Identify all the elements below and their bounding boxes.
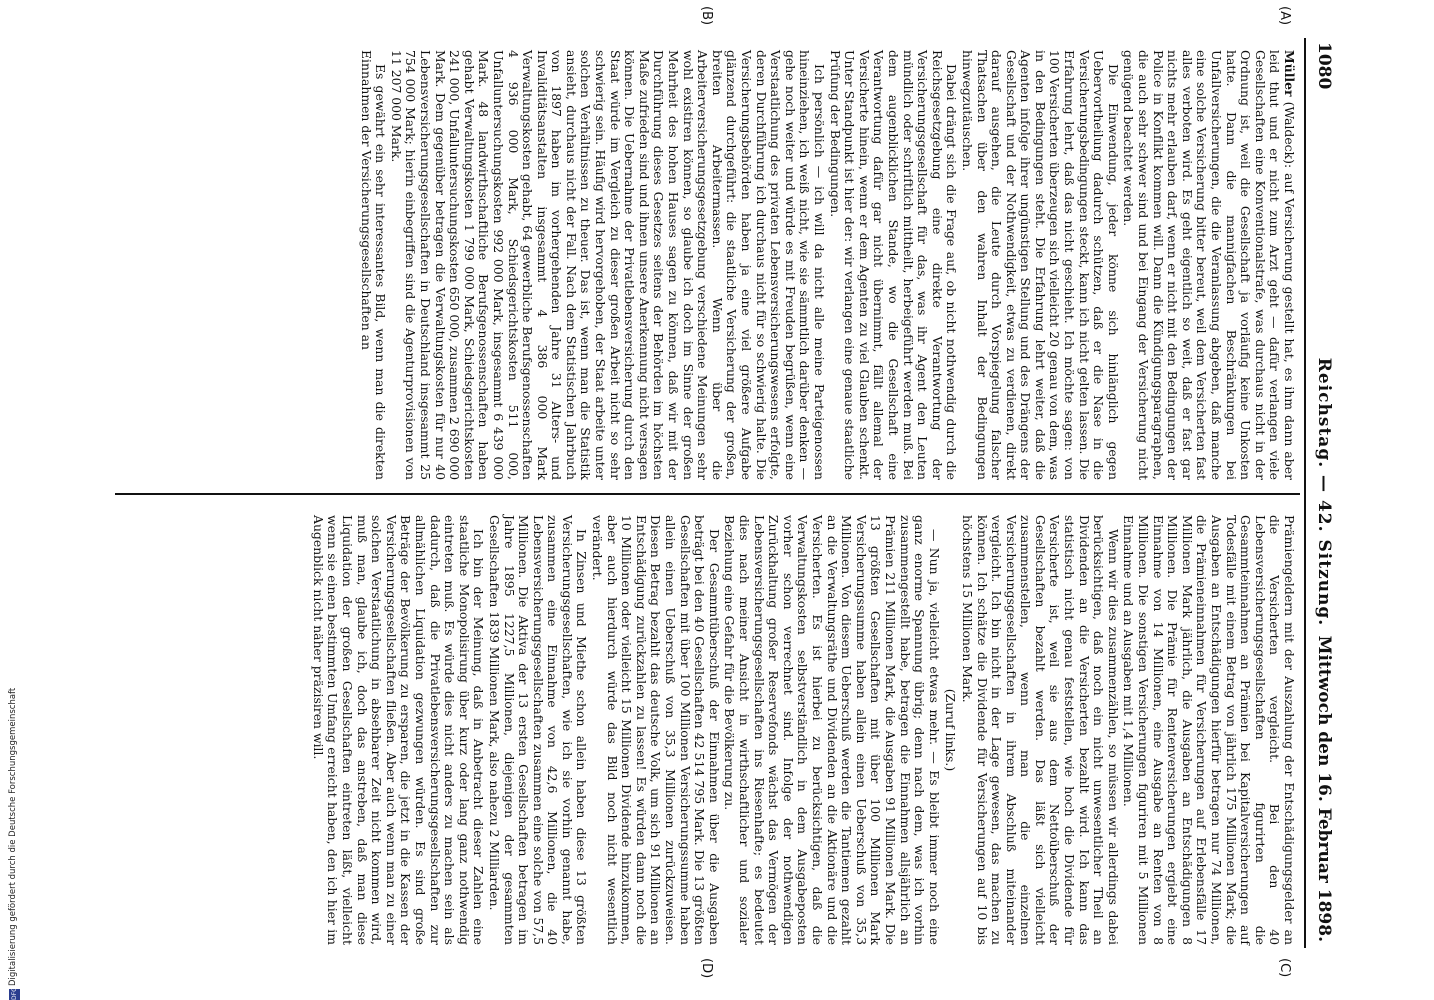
column-divider — [115, 493, 1300, 495]
margin-mark-b: (B) — [699, 6, 714, 26]
left-column — [357, 50, 1296, 480]
header-rule — [1304, 38, 1306, 948]
session-date: Mittwoch den 16. Februar 1898. — [1314, 635, 1334, 942]
page-header — [1306, 42, 1334, 942]
page-title: Reichstag. — 42. Sitzung. — [1314, 357, 1334, 627]
footer-credit — [6, 0, 26, 1000]
paragraph: Wenn wir dies zusammenzählen, so müssen wir allerdings dabei berücksichtigen, daß noch ein nicht unwesentlicher Theil an Dividenden an die Versicherten bezahlt wird. Ich kann das statistisch nicht genau feststellen, wie hoch die Dividende für Versicherte ist, weil sie aus dem Nettoüberschuß der Gesellschaften bezahlt werden. Das läßt sich vielleicht zusammenstellen, wenn man die einzelnen Versicherungsgesellschaften in ihrem Abschluß miteinander vergleicht. Ich bin nicht in der Lage gewesen, das machen zu können. Ich schätze die Dividende für Versicherungen auf 10 bis höchstens 15 Millionen Mark. — [959, 515, 1121, 945]
paragraph-text: auf Versicherung gestellt hat, es ihm dann aber leid thut und er nicht zum Arzt geht — dafür verlangen viele Gesellschaften eine Konventionalstrafe, was durchaus nicht in der Ordnung ist, weil die Gesellschaft ja vorläufig keine Unkosten hatte. Dann die mannigfachen Beschränkungen bei Unfallversicherungen, die die Veranlassung abgeben, daß manche eine solche Versicherung bitter bereut, weil dem Versicherten fast alles verboten wird. Es geht eigentlich so weit, daß er fast gar nichts mehr erlauben darf, wenn er nicht mit den Bedingungen der Police in Konflikt kommen will. Dann die Kündigungsparagraphen, die auch sehr schwer sind und bei Eingang der Versicherung nicht genügend beachtet werden. — [1121, 50, 1297, 480]
footer-credit-text: Digitalisierung gefördert durch die Deutsche Forschungsgemeinschaft — [8, 687, 18, 986]
page-number: 1080 — [1314, 42, 1334, 90]
paragraph: Ich persönlich — ich will da nicht alle meine Parteigenossen hineinziehen, ich weiß nicht, wie sie sämmtlich darüber denken — gehe noch weiter und würde es mit Freuden begrüßen, wenn eine Verstaatlichung des privaten Lebensversicherungswesens erfolgte, deren Durchführung ich durchaus nicht für so schwierig halte. Die Versicherungsbehörden haben ja eine viel größere Aufgabe glänzend durchgeführt: die staatliche Versicherung der großen, breiten Arbeitermassen. Wenn über die Arbeiterversicherungsgesetzgebung verschiedene Meinungen sehr wohl existiren können, so glaube ich doch im Sinne der großen Mehrheit des hohen Hauses sagen zu können, daß wir mit der Durchführung dieses Gesetzes seitens der Behörden im höchsten Maße zufrieden sind und ihnen unsere Anerkennung nicht versagen können. Die Uebernahme der Privatlebensversicherung durch den Staat würde im Vergleich zu dieser großen Arbeit nicht so sehr schwierig sein. Häufig wird hervorgehoben, der Staat arbeite unter solchen Verhältnissen zu theuer. Das ist, wenn man die Statistik ansieht, durchaus nicht der Fall. Nach dem Statistischen Jahrbuch von 1897 haben im vorhergehenden Jahre 31 Alters- und Invaliditätsanstalten insgesammt 4 386 000 Mark Verwaltungskosten gehabt, 64 gewerbliche Berufsgenossenschaften 4 936 000 Mark, Schiedsgerichtskosten 511 000, Unfalluntersuchungskosten 992 000 Mark, insgesammt 6 439 000 Mark. 48 landwirthschaftliche Berufsgenossenschaften haben gehabt Verwaltungskosten 1 799 000 Mark, Schiedsgerichtskosten 241 000, Unfalluntersuchungskosten 650 000, zusammen 2 690 000 Mark. Dem gegenüber betragen die Verwaltungskosten für nur 40 Lebensversicherungsgesellschaften in Deutschland insgesammt 25 754 000 Mark; hierin einbegriffen sind die Agenturprovisionen von 11 207 000 Mark. — [388, 50, 827, 480]
margin-mark-d: (D) — [699, 958, 714, 979]
paragraph — [1121, 50, 1296, 480]
paragraph: In Zinsen und Miethe schon allein haben diese 13 größten Versicherungsgesellschaften, wie ich sie vorhin genannt habe, zusammen eine Einnahme von 42,6 Millionen, die 40 Lebensversicherungsgesellschaften zusammen eine solche von 57,5 Millionen. Die Aktiva der 13 ersten Gesellschaften betragen im Jahre 1895 1227,5 Millionen, diejenigen der gesammten Gesellschaften 1839 Millionen Mark, also nahezu 2 Milliarden. — [486, 515, 590, 945]
paragraph: Prämiengeldern mit der Auszahlung der Entschädigungsgelder an die Versicherten vergleicht. Bei den 40 Lebensversicherungsgesellschaften figurirten die Gesammteinnahmen an Prämien bei Kapitalversicherungen auf Todesfälle mit einem Betrag von jährlich 175 Millionen Mark; die Ausgaben an Entschädigungen hierfür betragen nur 74 Millionen, die Prämieneinnahmen für Versicherungen auf Erlebensfälle 17 Millionen Mark jährlich, die Ausgaben an Entschädigungen 8 Millionen. Die Prämie für Rentenversicherungen ergiebt eine Einnahme von 14 Millionen, eine Ausgabe an Renten von 8 Millionen. Die sonstigen Versicherungen figuriren mit 5 Millionen Einnahme und an Ausgaben mit 1,4 Millionen. — [1121, 515, 1297, 945]
paragraph: Der Gesammtüberschuß der Einnahmen über die Ausgaben beträgt bei den 40 Gesellschaften 42 514 795 Mark. Die 13 größten Gesellschaften mit über 100 Millionen Versicherungssumme haben allein einen Ueberschuß von 35,3 Millionen zurückzuweisen. Diesen Betrag bezahlt das deutsche Volk, um sich 91 Millionen an Entschädigung zurückzahlen zu lassen! Es würden dann noch die 10 Millionen oder vielleicht 15 Millionen Dividende hinzukommen, aber auch hierdurch würde das Bild noch nicht wesentlich verändert. — [590, 515, 722, 945]
paragraph: Ich bin der Meinung, daß in Anbetracht dieser Zahlen eine staatliche Monopolisirung über kurz oder lang ganz nothwendig eintreten muß. Es würde dies nicht anders zu machen sein als dadurch, daß die Privatlebensversicherungsgesellschaften zur allmählichen Liquidation gezwungen würden. Es sind große Beträge der Bevölkerung zu ersparen, die jetzt in die Kassen der Versicherungsgesellschaften fließen. Aber auch wenn man zu einer solchen Verstaatlichung in absehbarer Zeit nicht kommen wird, muß man, glaube ich, doch das anstreben, daß man diese Liquidation der großen Gesellschaften eintreten läßt, vielleicht wenn sie einen bestimmten Umfang erreicht haben, den ich hier im Augenblick nicht näher präzisiren will. — [310, 515, 487, 945]
interjection: (Zuruf links.) — [943, 688, 959, 772]
dfg-logo: DFG — [11, 987, 18, 1000]
margin-mark-c: (C) — [1277, 958, 1292, 978]
paragraph: — Nun ja, vielleicht etwas mehr. — Es bleibt immer noch eine ganz enorme Spannung übrig; denn nach dem, was ich vorhin zusammengestellt habe, betragen die Einnahmen allsjährlich an Prämien 211 Millionen Mark, die Ausgaben 91 Millionen Mark. Die 13 größten Gesellschaften mit über 100 Millionen Mark Versicherungssumme haben allein einen Ueberschuß von 35,3 Millionen. Von diesem Ueberschuß werden die Tantiemen gezahlt an die Verwaltungsräthe und Dividenden an die Aktionäre und die Versicherten. Es ist hierbei zu berücksichtigen, daß die Verwaltungskosten selbstverständlich in dem Ausgabeposten vorher schon verrechnet sind. Infolge der nothwendigen Zurückhaltung großer Reservefonds wächst das Vermögen der Lebensversicherungsgesellschaften ins Riesenhafte; es bedeutet dies nach meiner Ansicht in wirthschaftlicher und sozialer Beziehung eine Gefahr für die Bevölkerung zu. — [722, 515, 942, 945]
speaker-note: (Waldeck): — [1282, 101, 1297, 169]
margin-mark-a: (A) — [1277, 6, 1292, 26]
right-column — [309, 515, 1296, 945]
speaker-name: Müller — [1282, 50, 1297, 97]
paragraph: Dabei drängt sich die Frage auf, ob nicht nothwendig durch die Reichsgesetzgebung eine direkte Verantwortung der Versicherungsgesellschaft für das, was ihr Agent den Leuten mündlich oder schriftlich mittheilt, herbeigeführt werden muß. Bei dem augenblicklichen Stande, wo die Gesellschaft eine Verantwortung dafür gar nicht übernimmt, fällt allemal der Versicherte hinein, wenn er dem Agenten zu viel Glauben schenkt. Unter Standpunkt ist hier der: wir verlangen eine genaue staatliche Prüfung der Bedingungen. — [827, 50, 960, 480]
paragraph: Die Einwendung, jeder könne sich hinlänglich gegen Uebervortheilung dadurch schützen, daß er die Nase in die Versicherungsbedingungen steckt, kann ich nicht gelten lassen. Die Erfahrung lehrt, daß das nicht geschieht. Ich möchte sagen: von 100 Versicherten überzeugen sich vielleicht 20 genau von dem, was in den Bedingungen steht. Die Erfahrung lehrt weiter, daß die Agenten infolge ihrer ungünstigen Stellung und des Drängens der Gesellschaft und der Nothwendigkeit, etwas zu verdienen, direkt darauf ausgehen, die Leute durch Vorspiegelung falscher Thatsachen über den wahren Inhalt der Bedingungen hinwegzutäuschen. — [959, 50, 1121, 480]
paragraph: Es gewährt ein sehr interessantes Bild, wenn man die direkten Einnahmen der Versicherungsgesellschaften an — [358, 50, 389, 480]
